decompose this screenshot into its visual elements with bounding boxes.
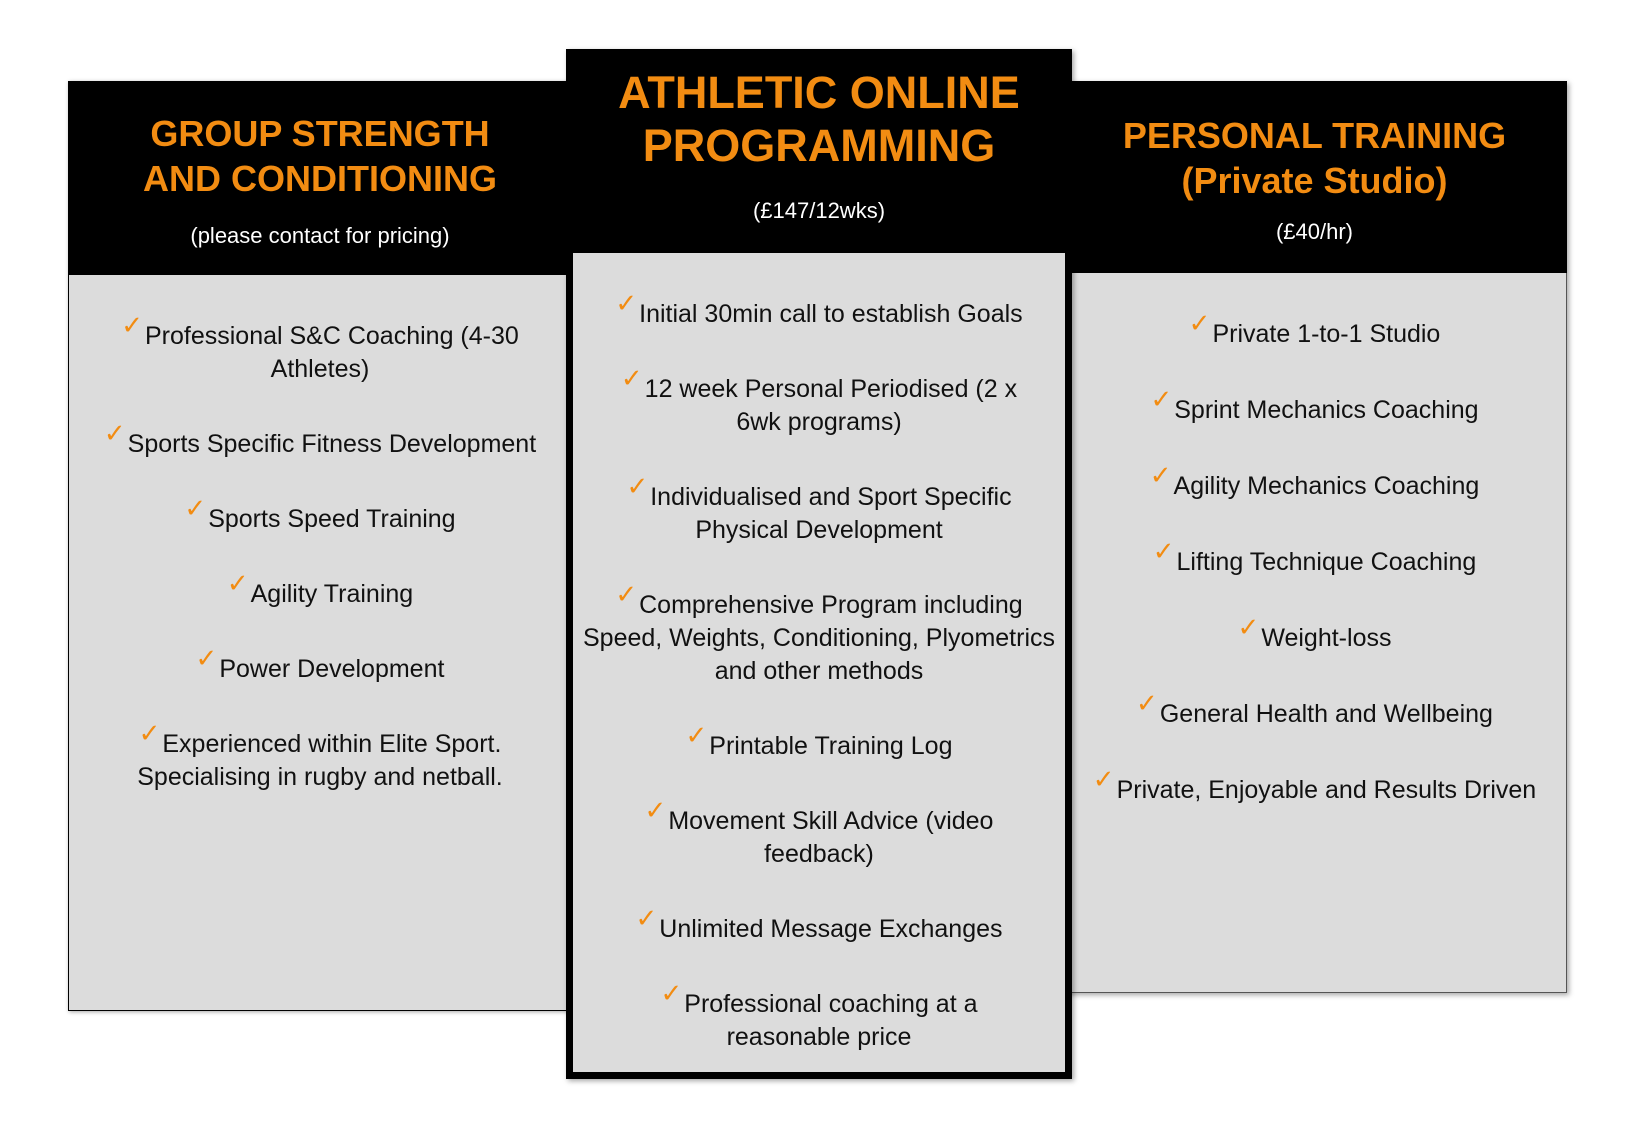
feature-text: Unlimited Message Exchanges xyxy=(659,915,1003,943)
checkmark-icon: ✓ xyxy=(195,643,218,673)
feature-text: Professional S&C Coaching (4-30 Athletes) xyxy=(144,322,519,383)
checkmark-icon: ✓ xyxy=(620,363,643,393)
checkmark-icon: ✓ xyxy=(1150,384,1173,414)
card-price: (please contact for pricing) xyxy=(190,223,450,248)
feature-item xyxy=(79,493,561,536)
feature-item xyxy=(583,288,1055,331)
card-title: GROUP STRENGTH AND CONDITIONING xyxy=(143,113,497,199)
feature-item xyxy=(1073,536,1556,579)
feature-item xyxy=(1073,308,1556,351)
feature-list xyxy=(1073,308,1556,807)
card-price: (£40/hr) xyxy=(1275,219,1354,244)
feature-text: Movement Skill Advice (video feedback) xyxy=(668,807,994,868)
feature-item xyxy=(1073,384,1556,427)
feature-item xyxy=(1073,460,1556,503)
card-body xyxy=(1062,273,1567,993)
feature-text: Lifting Technique Coaching xyxy=(1176,548,1477,576)
checkmark-icon: ✓ xyxy=(121,310,143,340)
feature-text: Private, Enjoyable and Results Driven xyxy=(1116,776,1537,804)
feature-text: Power Development xyxy=(219,655,445,683)
feature-item xyxy=(583,903,1055,946)
feature-text: Sports Speed Training xyxy=(208,505,456,533)
feature-item xyxy=(79,643,561,686)
feature-text: Individualised and Sport Specific Physical Development xyxy=(650,483,1012,544)
card-personal-training xyxy=(1062,81,1567,993)
checkmark-icon: ✓ xyxy=(1136,688,1158,718)
checkmark-icon: ✓ xyxy=(635,903,658,933)
feature-text: Experienced within Elite Sport. Specialising in rugby and netball. xyxy=(137,730,503,791)
feature-text: Sports Specific Fitness Development xyxy=(127,430,537,458)
card-body xyxy=(68,275,572,1011)
feature-text: Agility Mechanics Coaching xyxy=(1173,472,1480,500)
feature-text: General Health and Wellbeing xyxy=(1159,700,1493,728)
feature-text: Agility Training xyxy=(250,580,414,608)
checkmark-icon: ✓ xyxy=(615,288,638,318)
checkmark-icon: ✓ xyxy=(685,720,708,750)
feature-item xyxy=(79,418,561,461)
checkmark-icon: ✓ xyxy=(226,568,249,598)
feature-text: Initial 30min call to establish Goals xyxy=(639,300,1023,328)
feature-text: 12 week Personal Periodised (2 x 6wk programs) xyxy=(644,375,1018,436)
card-header xyxy=(1062,81,1567,273)
feature-item xyxy=(79,718,561,794)
feature-text: Comprehensive Program including Speed, Weights, Conditioning, Plyometrics and other methods xyxy=(583,591,1055,685)
feature-item xyxy=(79,310,561,386)
card-online-programming xyxy=(566,49,1072,1079)
feature-item xyxy=(1073,688,1556,731)
feature-text: Printable Training Log xyxy=(709,732,953,760)
feature-item xyxy=(1073,612,1556,655)
card-title: PERSONAL TRAINING (Private Studio) xyxy=(1122,115,1507,201)
checkmark-icon: ✓ xyxy=(644,795,667,825)
feature-item xyxy=(583,720,1055,763)
checkmark-icon: ✓ xyxy=(103,418,126,448)
card-group-strength xyxy=(68,81,572,1011)
feature-item xyxy=(583,978,1055,1054)
checkmark-icon: ✓ xyxy=(1152,536,1175,566)
checkmark-icon: ✓ xyxy=(184,493,207,523)
feature-item xyxy=(583,579,1055,688)
feature-item xyxy=(1073,764,1556,807)
checkmark-icon: ✓ xyxy=(1188,308,1211,338)
feature-text: Sprint Mechanics Coaching xyxy=(1174,396,1479,424)
feature-list xyxy=(79,310,561,794)
checkmark-icon: ✓ xyxy=(138,718,161,748)
checkmark-icon: ✓ xyxy=(1149,460,1172,490)
checkmark-icon: ✓ xyxy=(1092,764,1115,794)
checkmark-icon: ✓ xyxy=(1237,612,1260,642)
card-body xyxy=(573,253,1065,1072)
card-header xyxy=(68,81,572,275)
feature-text: Private 1-to-1 Studio xyxy=(1212,320,1441,348)
feature-item xyxy=(79,568,561,611)
feature-list xyxy=(583,288,1055,1054)
feature-item xyxy=(583,363,1055,439)
checkmark-icon: ✓ xyxy=(660,978,683,1008)
card-title: ATHLETIC ONLINE PROGRAMMING xyxy=(618,67,1020,171)
checkmark-icon: ✓ xyxy=(626,471,649,501)
feature-item xyxy=(583,471,1055,547)
card-price: (£147/12wks) xyxy=(752,198,886,224)
feature-text: Weight-loss xyxy=(1261,624,1392,652)
feature-item xyxy=(583,795,1055,871)
feature-text: Professional coaching at a reasonable price xyxy=(684,990,978,1051)
checkmark-icon: ✓ xyxy=(615,579,638,609)
card-header xyxy=(573,49,1065,253)
